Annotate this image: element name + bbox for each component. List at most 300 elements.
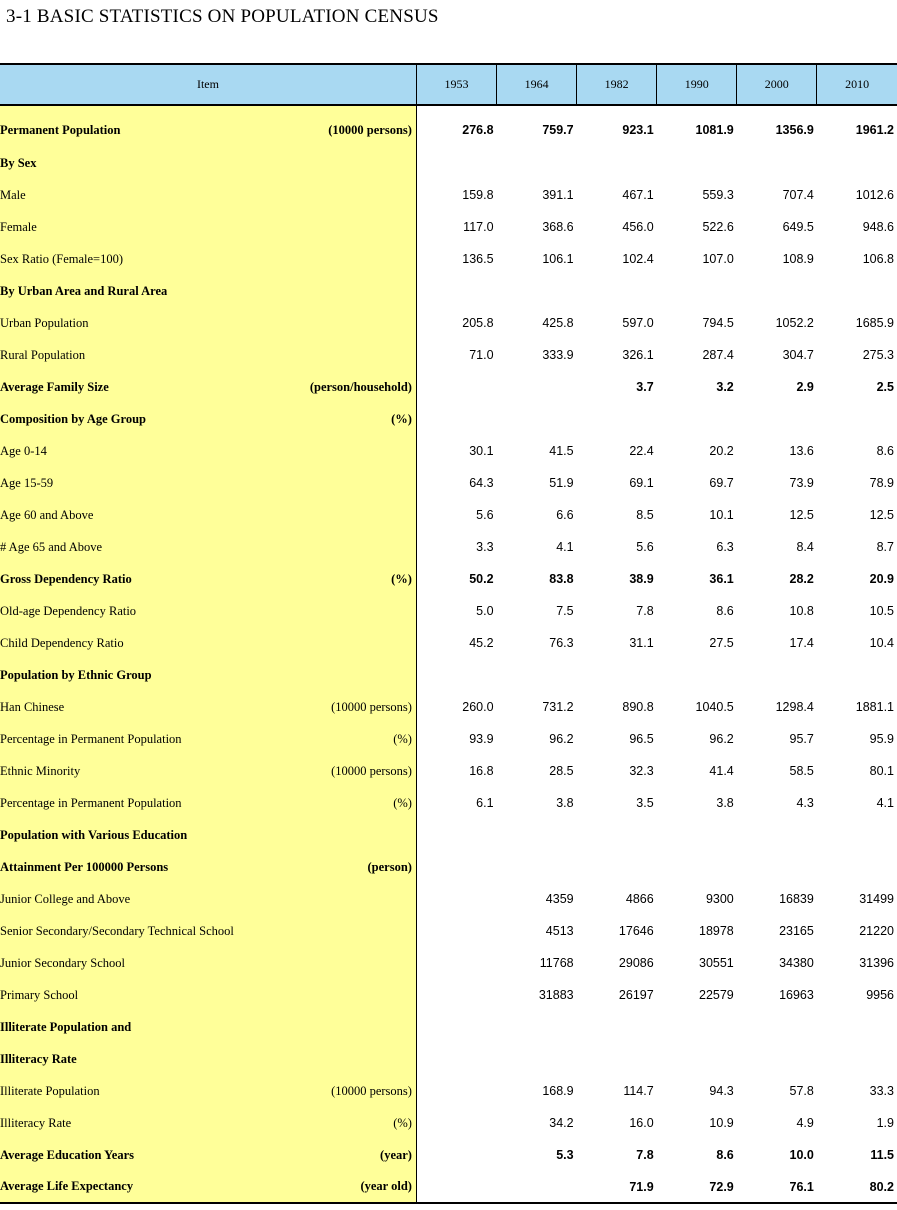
value-cell-1953: 276.8 [462, 123, 494, 137]
row-item-cell [0, 755, 416, 787]
row-label: Age 60 and Above [0, 507, 94, 522]
value-cell-2000: 10.0 [789, 1148, 814, 1162]
table-row [0, 467, 897, 499]
table-row [0, 883, 897, 915]
value-cell-2010: 9956 [866, 988, 894, 1002]
value-cell-2000: 108.9 [782, 252, 814, 266]
value-cell-1990: 96.2 [709, 732, 734, 746]
value-cell-1964 [497, 1171, 577, 1203]
table-row [0, 659, 897, 691]
value-cell-1982 [577, 147, 657, 179]
value-cell-1990: 6.3 [716, 540, 734, 554]
table-row [0, 403, 897, 435]
value-cell-1953: 117.0 [463, 220, 494, 234]
row-label: Illiterate Population [0, 1083, 100, 1098]
row-item-cell [0, 339, 416, 371]
value-cell-1953: 45.2 [469, 636, 494, 650]
row-unit: (person/household) [309, 379, 412, 394]
value-cell-2000: 95.7 [789, 732, 814, 746]
value-cell-1990: 8.6 [716, 1148, 734, 1162]
value-cell-1953 [416, 1075, 496, 1107]
value-cell-1964 [497, 403, 577, 435]
value-cell-1964: 51.9 [549, 476, 574, 490]
row-label: Male [0, 187, 26, 202]
value-cell-1982: 26197 [618, 988, 654, 1002]
value-cell-1953 [416, 915, 496, 947]
value-cell-2010 [817, 147, 897, 179]
value-cell-2010: 1012.6 [855, 188, 894, 202]
census-table [0, 63, 897, 1204]
value-cell-1990: 27.5 [709, 636, 734, 650]
value-cell-1990: 41.4 [709, 764, 734, 778]
value-cell-1964 [497, 659, 577, 691]
row-unit: (%) [393, 731, 412, 746]
row-item-cell [0, 691, 416, 723]
row-label: Average Life Expectancy [0, 1179, 134, 1193]
value-cell-1964: 96.2 [549, 732, 574, 746]
row-item-cell [0, 787, 416, 819]
row-label: Age 15-59 [0, 475, 54, 490]
value-cell-1964: 106.1 [542, 252, 574, 266]
row-label: Illiteracy Rate [0, 1115, 72, 1130]
header-year-2000: 2000 [737, 64, 817, 105]
row-item-cell [0, 371, 416, 403]
value-cell-1990: 36.1 [709, 572, 734, 586]
value-cell-1964 [497, 819, 577, 851]
row-label: Old-age Dependency Ratio [0, 603, 137, 618]
row-item-cell [0, 595, 416, 627]
value-cell-2000: 2.9 [796, 380, 814, 394]
value-cell-2000: 28.2 [789, 572, 814, 586]
row-label: By Urban Area and Rural Area [0, 283, 168, 298]
value-cell-1982: 467.1 [622, 188, 654, 202]
value-cell-2000: 16963 [779, 988, 814, 1002]
value-cell-1990: 69.7 [709, 476, 734, 490]
value-cell-2000: 17.4 [789, 636, 814, 650]
value-cell-1990: 1081.9 [695, 123, 734, 137]
value-cell-2000 [737, 819, 817, 851]
value-cell-1964 [497, 147, 577, 179]
value-cell-1953 [416, 1171, 496, 1203]
row-item-cell [0, 211, 416, 243]
value-cell-2010 [817, 403, 897, 435]
value-cell-2000 [737, 1043, 817, 1075]
value-cell-1964: 425.8 [542, 316, 574, 330]
row-item-cell [0, 723, 416, 755]
row-unit: (%) [391, 411, 412, 426]
table-row [0, 723, 897, 755]
value-cell-1982: 114.7 [623, 1084, 654, 1098]
value-cell-1964: 731.2 [542, 700, 574, 714]
value-cell-1964: 4513 [545, 924, 574, 938]
value-cell-2000 [737, 403, 817, 435]
row-label: Gross Dependency Ratio [0, 571, 132, 586]
value-cell-1982: 96.5 [629, 732, 654, 746]
row-label: Population by Ethnic Group [0, 667, 152, 682]
row-label: # Age 65 and Above [0, 539, 103, 554]
table-row [0, 755, 897, 787]
value-cell-1990: 794.5 [702, 316, 734, 330]
value-cell-1982: 7.8 [636, 604, 654, 618]
value-cell-2010 [817, 1011, 897, 1043]
value-cell-1964: 83.8 [549, 572, 574, 586]
value-cell-1953: 5.0 [476, 604, 494, 618]
value-cell-1990 [657, 403, 737, 435]
value-cell-1990: 107.0 [702, 252, 734, 266]
value-cell-2000: 1356.9 [775, 123, 814, 137]
page-title: 3-1 BASIC STATISTICS ON POPULATION CENSUS [6, 6, 439, 27]
value-cell-1964 [497, 851, 577, 883]
table-row [0, 371, 897, 403]
value-cell-2000: 57.8 [789, 1084, 814, 1098]
value-cell-2010: 21220 [859, 924, 894, 938]
value-cell-1953: 64.3 [469, 476, 494, 490]
value-cell-1982: 8.5 [636, 508, 654, 522]
value-cell-1953: 93.9 [469, 732, 494, 746]
row-label: Attainment Per 100000 Persons [0, 859, 169, 874]
value-cell-2010: 2.5 [876, 380, 894, 394]
row-label: Percentage in Permanent Population [0, 731, 182, 746]
value-cell-1953 [416, 851, 496, 883]
value-cell-2000: 304.7 [782, 348, 814, 362]
value-cell-1964: 4.1 [556, 540, 574, 554]
row-item-cell [0, 1139, 416, 1171]
row-item-cell [0, 659, 416, 691]
value-cell-2010: 78.9 [869, 476, 894, 490]
value-cell-1953 [416, 1043, 496, 1075]
row-item-cell [0, 883, 416, 915]
value-cell-2010: 31396 [859, 956, 894, 970]
value-cell-2000: 8.4 [796, 540, 814, 554]
value-cell-1953 [416, 275, 496, 307]
value-cell-1953: 30.1 [469, 444, 494, 458]
value-cell-1964: 759.7 [542, 123, 574, 137]
value-cell-2010: 1685.9 [855, 316, 894, 330]
table-row [0, 1075, 897, 1107]
value-cell-1990 [657, 1011, 737, 1043]
value-cell-1990: 522.6 [702, 220, 734, 234]
value-cell-1953: 136.5 [462, 252, 494, 266]
table-row [0, 1011, 897, 1043]
value-cell-2010: 1961.2 [855, 123, 894, 137]
value-cell-2010: 95.9 [869, 732, 894, 746]
value-cell-2010: 31499 [859, 892, 894, 906]
value-cell-1990: 94.3 [709, 1084, 734, 1098]
row-item-cell [0, 467, 416, 499]
header-year-2010: 2010 [817, 64, 897, 105]
value-cell-1953: 71.0 [469, 348, 494, 362]
header-row [0, 64, 897, 105]
table-row [0, 1139, 897, 1171]
value-cell-2010: 8.7 [876, 540, 894, 554]
row-label: By Sex [0, 155, 37, 170]
value-cell-1964: 391.1 [542, 188, 574, 202]
value-cell-1982: 38.9 [629, 572, 654, 586]
row-label: Percentage in Permanent Population [0, 795, 182, 810]
value-cell-1964 [497, 1011, 577, 1043]
row-label: Junior Secondary School [0, 955, 125, 970]
value-cell-1964: 34.2 [549, 1116, 574, 1130]
value-cell-1990 [657, 1043, 737, 1075]
value-cell-1982: 456.0 [622, 220, 654, 234]
value-cell-1953 [416, 659, 496, 691]
table-row [0, 105, 897, 147]
value-cell-1953 [416, 947, 496, 979]
value-cell-2000: 76.1 [737, 1171, 817, 1203]
value-cell-2010: 10.4 [869, 636, 894, 650]
row-item-cell [0, 947, 416, 979]
value-cell-1990 [657, 819, 737, 851]
value-cell-1982: 16.0 [629, 1116, 654, 1130]
value-cell-2010: 10.5 [869, 604, 894, 618]
value-cell-2000: 23165 [779, 924, 814, 938]
value-cell-1953 [416, 147, 496, 179]
value-cell-1953: 260.0 [462, 700, 494, 714]
value-cell-2010: 1.9 [876, 1116, 894, 1130]
value-cell-1982 [577, 659, 657, 691]
value-cell-1990: 22579 [699, 988, 734, 1002]
row-item-cell [0, 105, 416, 147]
row-label: Junior College and Above [0, 891, 131, 906]
value-cell-1990: 3.2 [716, 380, 734, 394]
value-cell-1990: 18978 [699, 924, 734, 938]
table-row [0, 1171, 897, 1203]
value-cell-2000: 4.3 [796, 796, 814, 810]
value-cell-1964: 168.9 [542, 1084, 574, 1098]
row-item-cell [0, 627, 416, 659]
value-cell-1953: 50.2 [469, 572, 494, 586]
value-cell-1964 [497, 275, 577, 307]
value-cell-1953 [416, 403, 496, 435]
row-label: Illiterate Population and [0, 1019, 132, 1034]
header-year-1953: 1953 [416, 64, 496, 105]
row-label: Average Family Size [0, 379, 109, 394]
value-cell-1964: 76.3 [549, 636, 574, 650]
value-cell-1990: 1040.5 [695, 700, 734, 714]
value-cell-1953 [416, 979, 496, 1011]
value-cell-1982: 29086 [618, 956, 654, 970]
value-cell-2000: 1052.2 [775, 316, 814, 330]
value-cell-2010: 106.8 [862, 252, 894, 266]
value-cell-2000: 1298.4 [775, 700, 814, 714]
value-cell-1982: 7.8 [636, 1148, 654, 1162]
row-label: Average Education Years [0, 1147, 135, 1162]
row-item-cell [0, 179, 416, 211]
value-cell-1964: 3.8 [556, 796, 574, 810]
row-item-cell [0, 307, 416, 339]
value-cell-1953: 16.8 [469, 764, 494, 778]
table-row [0, 499, 897, 531]
row-item-cell [0, 819, 416, 851]
row-label: Child Dependency Ratio [0, 635, 124, 650]
value-cell-1982 [577, 1011, 657, 1043]
table-row [0, 915, 897, 947]
row-item-cell [0, 1107, 416, 1139]
value-cell-1990 [657, 659, 737, 691]
value-cell-1964 [497, 371, 577, 403]
value-cell-1982: 102.4 [622, 252, 654, 266]
row-label: Rural Population [0, 347, 86, 362]
header-year-1982: 1982 [577, 64, 657, 105]
row-item-cell [0, 243, 416, 275]
value-cell-1982: 923.1 [622, 123, 654, 137]
row-unit: (%) [393, 1115, 412, 1130]
value-cell-2010: 80.2 [817, 1171, 897, 1203]
row-item-cell [0, 851, 416, 883]
value-cell-2010: 12.5 [869, 508, 894, 522]
table-row [0, 243, 897, 275]
table-row [0, 563, 897, 595]
value-cell-2000 [737, 275, 817, 307]
row-unit: (10000 persons) [331, 699, 412, 714]
value-cell-1964 [497, 1043, 577, 1075]
value-cell-1990: 3.8 [716, 796, 734, 810]
value-cell-1982 [577, 819, 657, 851]
table-row [0, 819, 897, 851]
value-cell-2000 [737, 147, 817, 179]
row-label: Age 0-14 [0, 443, 47, 458]
value-cell-2010: 1881.1 [855, 700, 894, 714]
value-cell-1953 [416, 883, 496, 915]
value-cell-1982: 32.3 [629, 764, 654, 778]
table-row [0, 947, 897, 979]
value-cell-2010: 275.3 [862, 348, 894, 362]
value-cell-2000 [737, 851, 817, 883]
value-cell-1964: 333.9 [542, 348, 574, 362]
row-unit: (person) [367, 859, 412, 874]
value-cell-2000: 16839 [779, 892, 814, 906]
value-cell-2010 [817, 819, 897, 851]
row-unit: (10000 persons) [331, 1083, 412, 1098]
value-cell-2000: 10.8 [789, 604, 814, 618]
table-row [0, 307, 897, 339]
value-cell-2010 [817, 659, 897, 691]
value-cell-1982: 17646 [618, 924, 654, 938]
value-cell-1990 [657, 851, 737, 883]
value-cell-2000: 34380 [779, 956, 814, 970]
row-item-cell [0, 403, 416, 435]
value-cell-1953 [416, 371, 496, 403]
table-row [0, 339, 897, 371]
header-year-1990: 1990 [657, 64, 737, 105]
table-row [0, 211, 897, 243]
row-item-cell [0, 531, 416, 563]
value-cell-1982: 31.1 [629, 636, 654, 650]
value-cell-1964: 5.3 [556, 1148, 574, 1162]
value-cell-1982: 5.6 [636, 540, 654, 554]
value-cell-2000: 4.9 [796, 1116, 814, 1130]
table-row [0, 979, 897, 1011]
value-cell-1982: 890.8 [622, 700, 654, 714]
value-cell-1964: 7.5 [556, 604, 574, 618]
value-cell-1990: 10.1 [709, 508, 734, 522]
row-label: Illiteracy Rate [0, 1051, 77, 1066]
value-cell-1953: 3.3 [476, 540, 494, 554]
value-cell-2010: 948.6 [862, 220, 894, 234]
value-cell-2000: 73.9 [789, 476, 814, 490]
table-row [0, 275, 897, 307]
value-cell-1953: 5.6 [476, 508, 494, 522]
value-cell-1990: 559.3 [702, 188, 734, 202]
table-row [0, 595, 897, 627]
value-cell-1990: 8.6 [716, 604, 734, 618]
table-row [0, 787, 897, 819]
row-label: Female [0, 219, 37, 234]
value-cell-1982: 71.9 [577, 1171, 657, 1203]
row-item-cell [0, 1043, 416, 1075]
value-cell-2000 [737, 659, 817, 691]
value-cell-2010 [817, 275, 897, 307]
value-cell-2010: 11.5 [870, 1148, 894, 1162]
value-cell-1982: 4866 [625, 892, 654, 906]
value-cell-1982 [577, 275, 657, 307]
value-cell-1953 [416, 1107, 496, 1139]
header-year-1964: 1964 [497, 64, 577, 105]
value-cell-1990: 9300 [705, 892, 734, 906]
value-cell-2010 [817, 1043, 897, 1075]
value-cell-2010: 80.1 [869, 764, 894, 778]
value-cell-1964: 28.5 [549, 764, 574, 778]
row-label: Primary School [0, 987, 79, 1002]
value-cell-1982: 3.5 [636, 796, 654, 810]
value-cell-2000: 13.6 [789, 444, 814, 458]
table-row [0, 1043, 897, 1075]
row-unit: (10000 persons) [331, 763, 412, 778]
value-cell-1982 [577, 403, 657, 435]
value-cell-1964: 6.6 [556, 508, 574, 522]
value-cell-1964: 11768 [539, 956, 574, 970]
table-row [0, 531, 897, 563]
value-cell-1990: 30551 [699, 956, 734, 970]
table-row [0, 851, 897, 883]
value-cell-1982: 22.4 [629, 444, 654, 458]
table-row [0, 179, 897, 211]
row-item-cell [0, 499, 416, 531]
value-cell-1982: 69.1 [629, 476, 654, 490]
table-row [0, 691, 897, 723]
row-unit: (10000 persons) [328, 123, 412, 137]
value-cell-2010 [817, 851, 897, 883]
row-item-cell [0, 275, 416, 307]
value-cell-1964: 368.6 [542, 220, 574, 234]
value-cell-1982 [577, 1043, 657, 1075]
value-cell-2000: 12.5 [789, 508, 814, 522]
value-cell-1953: 205.8 [462, 316, 494, 330]
row-label: Permanent Population [0, 123, 121, 137]
value-cell-1990: 20.2 [709, 444, 734, 458]
value-cell-1953: 6.1 [476, 796, 494, 810]
value-cell-1953: 159.8 [462, 188, 494, 202]
value-cell-1964: 41.5 [549, 444, 574, 458]
value-cell-2010: 8.6 [876, 444, 894, 458]
value-cell-2010: 33.3 [869, 1084, 894, 1098]
row-label: Han Chinese [0, 699, 65, 714]
value-cell-1953 [416, 819, 496, 851]
row-item-cell [0, 147, 416, 179]
value-cell-2000: 58.5 [789, 764, 814, 778]
value-cell-1990 [657, 275, 737, 307]
row-label: Sex Ratio (Female=100) [0, 251, 123, 266]
value-cell-2000: 649.5 [782, 220, 814, 234]
row-label: Composition by Age Group [0, 411, 146, 426]
row-item-cell [0, 1171, 416, 1203]
row-label: Senior Secondary/Secondary Technical School [0, 923, 234, 938]
value-cell-1990: 10.9 [709, 1116, 734, 1130]
value-cell-2000: 707.4 [782, 188, 814, 202]
row-unit: (%) [393, 795, 412, 810]
table-row [0, 1107, 897, 1139]
value-cell-1964: 31883 [538, 988, 574, 1002]
